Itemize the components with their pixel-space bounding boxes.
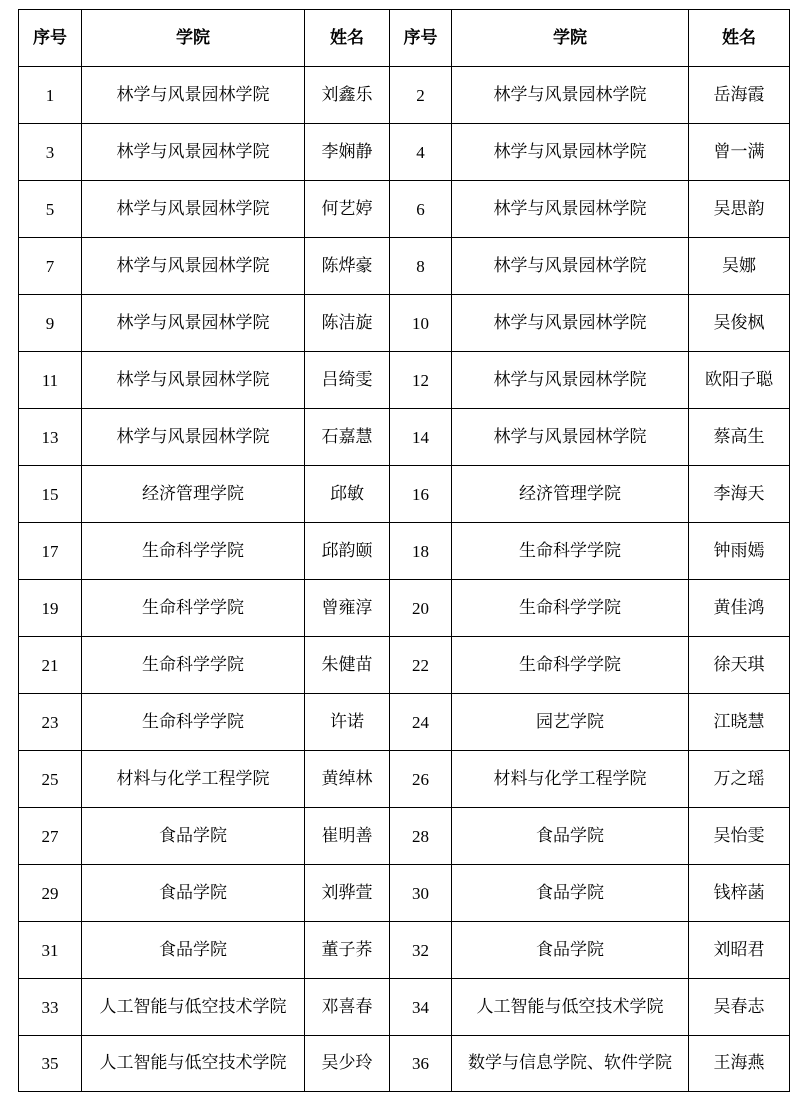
row-no-right: 22 — [390, 637, 452, 694]
row-name-right: 蔡高生 — [689, 409, 790, 466]
row-no-right: 6 — [390, 181, 452, 238]
row-name-left: 邱敏 — [305, 466, 390, 523]
row-name-left: 石嘉慧 — [305, 409, 390, 466]
row-college-left: 食品学院 — [82, 808, 305, 865]
row-college-left: 生命科学学院 — [82, 637, 305, 694]
table-row — [19, 466, 790, 523]
row-name-left: 朱健苗 — [305, 637, 390, 694]
row-college-left: 食品学院 — [82, 865, 305, 922]
header-no-left: 序号 — [19, 10, 82, 67]
row-no-left: 27 — [19, 808, 82, 865]
row-no-left: 7 — [19, 238, 82, 295]
row-no-left: 5 — [19, 181, 82, 238]
row-college-right: 人工智能与低空技术学院 — [452, 979, 689, 1036]
row-no-right: 16 — [390, 466, 452, 523]
table-row — [19, 409, 790, 466]
row-no-left: 3 — [19, 124, 82, 181]
row-no-right: 24 — [390, 694, 452, 751]
row-name-left: 吴少玲 — [305, 1036, 390, 1092]
table-row — [19, 238, 790, 295]
row-college-left: 生命科学学院 — [82, 580, 305, 637]
row-name-right: 欧阳子聪 — [689, 352, 790, 409]
row-name-left: 邓喜春 — [305, 979, 390, 1036]
row-name-left: 曾雍淳 — [305, 580, 390, 637]
row-college-right: 生命科学学院 — [452, 523, 689, 580]
row-college-left: 生命科学学院 — [82, 694, 305, 751]
row-no-right: 2 — [390, 67, 452, 124]
row-college-right: 材料与化学工程学院 — [452, 751, 689, 808]
row-no-left: 25 — [19, 751, 82, 808]
row-name-left: 许诺 — [305, 694, 390, 751]
row-college-right: 林学与风景园林学院 — [452, 238, 689, 295]
row-name-left: 崔明善 — [305, 808, 390, 865]
header-name-left: 姓名 — [305, 10, 390, 67]
row-no-left: 15 — [19, 466, 82, 523]
header-no-right: 序号 — [390, 10, 452, 67]
row-college-left: 人工智能与低空技术学院 — [82, 1036, 305, 1092]
row-name-left: 邱韵颐 — [305, 523, 390, 580]
row-no-left: 17 — [19, 523, 82, 580]
row-college-left: 林学与风景园林学院 — [82, 124, 305, 181]
row-no-right: 12 — [390, 352, 452, 409]
row-name-right: 徐天琪 — [689, 637, 790, 694]
row-no-right: 14 — [390, 409, 452, 466]
row-name-right: 王海燕 — [689, 1036, 790, 1092]
row-name-left: 吕绮雯 — [305, 352, 390, 409]
row-college-right: 经济管理学院 — [452, 466, 689, 523]
row-no-left: 21 — [19, 637, 82, 694]
row-college-left: 林学与风景园林学院 — [82, 67, 305, 124]
row-name-left: 李娴静 — [305, 124, 390, 181]
row-no-left: 29 — [19, 865, 82, 922]
row-name-left: 何艺婷 — [305, 181, 390, 238]
row-no-left: 9 — [19, 295, 82, 352]
row-college-right: 林学与风景园林学院 — [452, 352, 689, 409]
row-college-left: 材料与化学工程学院 — [82, 751, 305, 808]
row-name-left: 刘鑫乐 — [305, 67, 390, 124]
row-no-left: 11 — [19, 352, 82, 409]
row-no-right: 34 — [390, 979, 452, 1036]
table-row — [19, 523, 790, 580]
row-college-left: 生命科学学院 — [82, 523, 305, 580]
row-no-right: 26 — [390, 751, 452, 808]
row-name-left: 刘骅萱 — [305, 865, 390, 922]
table-row — [19, 694, 790, 751]
table-row — [19, 352, 790, 409]
row-no-left: 1 — [19, 67, 82, 124]
row-name-right: 曾一满 — [689, 124, 790, 181]
row-college-left: 人工智能与低空技术学院 — [82, 979, 305, 1036]
row-no-right: 28 — [390, 808, 452, 865]
row-no-left: 19 — [19, 580, 82, 637]
row-name-left: 陈烨豪 — [305, 238, 390, 295]
row-name-right: 刘昭君 — [689, 922, 790, 979]
header-college-left: 学院 — [82, 10, 305, 67]
header-name-right: 姓名 — [689, 10, 790, 67]
row-college-right: 林学与风景园林学院 — [452, 181, 689, 238]
row-college-right: 林学与风景园林学院 — [452, 409, 689, 466]
roster-body — [19, 67, 790, 1092]
row-name-right: 钱梓菡 — [689, 865, 790, 922]
table-row — [19, 67, 790, 124]
header-row — [19, 10, 790, 67]
row-name-left: 陈洁旋 — [305, 295, 390, 352]
row-name-right: 江晓慧 — [689, 694, 790, 751]
row-college-right: 食品学院 — [452, 922, 689, 979]
row-college-left: 经济管理学院 — [82, 466, 305, 523]
row-name-right: 钟雨嫣 — [689, 523, 790, 580]
row-college-right: 生命科学学院 — [452, 637, 689, 694]
row-college-left: 林学与风景园林学院 — [82, 238, 305, 295]
table-row — [19, 865, 790, 922]
row-college-right: 食品学院 — [452, 808, 689, 865]
row-college-right: 林学与风景园林学院 — [452, 67, 689, 124]
row-no-right: 30 — [390, 865, 452, 922]
row-name-right: 吴思韵 — [689, 181, 790, 238]
table-row — [19, 979, 790, 1036]
row-name-right: 吴娜 — [689, 238, 790, 295]
table-row — [19, 808, 790, 865]
row-name-right: 李海天 — [689, 466, 790, 523]
table-row — [19, 751, 790, 808]
row-no-right: 10 — [390, 295, 452, 352]
row-college-left: 林学与风景园林学院 — [82, 409, 305, 466]
header-college-right: 学院 — [452, 10, 689, 67]
row-no-left: 23 — [19, 694, 82, 751]
row-no-right: 4 — [390, 124, 452, 181]
row-name-right: 吴怡雯 — [689, 808, 790, 865]
row-college-right: 数学与信息学院、软件学院 — [452, 1036, 689, 1092]
row-no-left: 33 — [19, 979, 82, 1036]
row-no-right: 20 — [390, 580, 452, 637]
row-college-right: 食品学院 — [452, 865, 689, 922]
row-name-left: 黄绰林 — [305, 751, 390, 808]
row-no-left: 13 — [19, 409, 82, 466]
table-row — [19, 922, 790, 979]
row-no-right: 32 — [390, 922, 452, 979]
row-name-right: 吴春志 — [689, 979, 790, 1036]
row-no-left: 31 — [19, 922, 82, 979]
row-college-right: 林学与风景园林学院 — [452, 295, 689, 352]
row-college-right: 林学与风景园林学院 — [452, 124, 689, 181]
roster-sheet — [18, 9, 790, 1092]
row-no-right: 8 — [390, 238, 452, 295]
table-row — [19, 181, 790, 238]
row-no-right: 36 — [390, 1036, 452, 1092]
row-college-left: 林学与风景园林学院 — [82, 295, 305, 352]
table-row — [19, 1036, 790, 1092]
roster-table — [18, 9, 790, 1092]
row-college-left: 林学与风景园林学院 — [82, 352, 305, 409]
table-row — [19, 295, 790, 352]
row-name-left: 董子荞 — [305, 922, 390, 979]
row-college-right: 园艺学院 — [452, 694, 689, 751]
table-row — [19, 124, 790, 181]
row-name-right: 岳海霞 — [689, 67, 790, 124]
row-name-right: 万之瑶 — [689, 751, 790, 808]
row-no-left: 35 — [19, 1036, 82, 1092]
row-no-right: 18 — [390, 523, 452, 580]
table-row — [19, 580, 790, 637]
row-college-left: 林学与风景园林学院 — [82, 181, 305, 238]
table-row — [19, 637, 790, 694]
row-name-right: 黄佳鸿 — [689, 580, 790, 637]
row-name-right: 吴俊枫 — [689, 295, 790, 352]
row-college-right: 生命科学学院 — [452, 580, 689, 637]
row-college-left: 食品学院 — [82, 922, 305, 979]
